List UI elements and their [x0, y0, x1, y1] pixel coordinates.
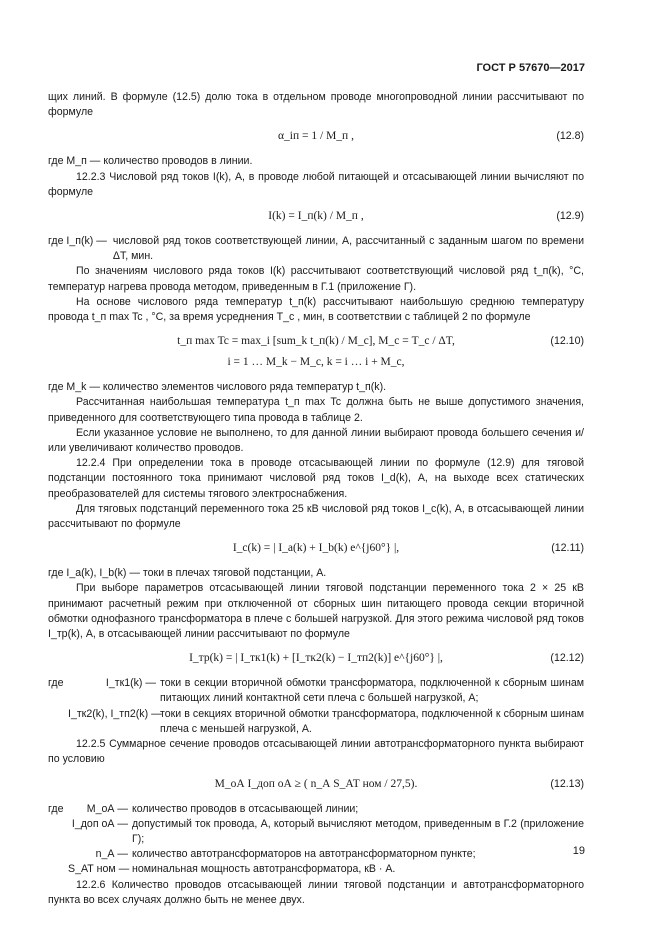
formula: M_оА I_доп оА ≥ ( n_А S_АТ ном / 27,5). — [214, 777, 418, 790]
equation-12-10-ranges — [48, 355, 584, 371]
equation-number: (12.11) — [551, 542, 584, 555]
formula: i = 1 … M_k − M_c, k = i … i + M_c, — [227, 356, 405, 369]
definition-symbol: I_доп оА — — [71, 817, 128, 830]
definition-row — [48, 817, 584, 847]
paragraph: где M_k — количество элементов числового ряда температур t_п(k). — [48, 381, 387, 394]
equation-number: (12.9) — [556, 210, 584, 223]
paragraph: При выборе параметров отсасывающей линии тяговой подстанции переменного тока 2 × 25 кВ принимают расчетный режим при отключенной от сборных шин питающего провода секции вторичной обмотки однофазного трансформатора в плече с большей нагрузкой. Для этого режима числовой ряд токов I_тр(k), А, в отсасывающей линии рассчитывают по формуле — [48, 582, 584, 641]
definition-term: где I_п(k) — — [48, 235, 107, 248]
definition-text: номинальная мощность автотрансформатора, кВ · А. — [132, 863, 396, 876]
definition-text: токи в секции вторичной обмотки трансформатора, подключенной к сборным шинам питающих линий контактной сети плеча с большей нагрузкой, А; — [160, 677, 584, 705]
paragraph: 12.2.6 Количество проводов отсасывающей линии тяговой подстанции и автотрансформаторного пункта во всех случаях должно быть не менее двух. — [48, 878, 584, 906]
paragraph: По значениям числового ряда токов I(k) рассчитывают соответствующий числовой ряд t_п(k), °С, температур нагрева провода методом, приведенным в Г.1 (приложение Г). — [48, 265, 584, 293]
definition-row — [48, 802, 584, 817]
definition-symbol: n_А — — [95, 848, 128, 861]
definition-symbol: I_тк2(k), I_тп2(k) — — [68, 707, 162, 720]
definition-lead: где — [48, 802, 64, 815]
equation-12-13 — [48, 777, 584, 793]
equation-12-8 — [48, 129, 584, 145]
definition-text: допустимый ток провода, А, который вычисляют методом, приведенным в Г.2 (приложение Г); — [132, 817, 584, 845]
paragraph: щих линий. В формуле (12.5) долю тока в отдельном проводе многопроводной линии рассчитывают по формуле — [48, 91, 584, 119]
definition-text: количество проводов в отсасывающей линии; — [132, 802, 359, 815]
paragraph: Для тяговых подстанций переменного тока 25 кВ числовой ряд токов I_c(k), А, в отсасывающей линии рассчитывают по формуле — [48, 502, 584, 531]
formula: I_c(k) = | I_a(k) + I_b(k) e^{j60°} |, — [232, 542, 400, 555]
equation-12-11 — [48, 541, 584, 557]
formula: I_тр(k) = | I_тк1(k) + [I_тк2(k) − I_тп2(k)] e^{j60°} |, — [189, 652, 443, 665]
definition-text: количество автотрансформаторов на автотрансформаторном пункте; — [132, 848, 476, 861]
page-number: 19 — [572, 845, 585, 857]
formula: t_п max Tc = max_i [sum_k t_п(k) / M_с], M_с = T_с / ΔT, — [177, 335, 455, 348]
document-body — [48, 90, 584, 908]
document-code: ГОСТ Р 57670—2017 — [476, 62, 585, 74]
paragraph: где M_п — количество проводов в линии. — [48, 155, 253, 168]
equation-number: (12.13) — [550, 777, 584, 790]
definition-symbol: S_АТ ном — — [68, 863, 130, 876]
equation-number: (12.10) — [550, 335, 584, 348]
paragraph: Если указанное условие не выполнено, то для данной линии выбирают провода большего сечения и/или увеличивают количество проводов. — [48, 426, 584, 455]
paragraph: 12.2.4 При определении тока в проводе отсасывающей линии по формуле (12.9) для тяговой подстанции постоянного тока принимают числовой ряд токов I_d(k), А, на выходе всех статических преобразователей для системы тягового электроснабжения. — [48, 457, 584, 500]
definition-text: токи в секциях вторичной обмотки трансформатора, подключенной к сборным шинам плеча с меньшей нагрузкой, А. — [160, 707, 584, 735]
equation-12-12 — [48, 651, 584, 667]
definition-symbol: M_оА — — [86, 802, 128, 815]
equation-number: (12.12) — [550, 652, 584, 665]
equation-12-10 — [48, 334, 584, 350]
paragraph: где I_a(k), I_b(k) — токи в плечах тяговой подстанции, А. — [48, 567, 327, 580]
formula: I(k) = I_п(k) / M_п , — [268, 210, 364, 223]
paragraph: Рассчитанная наибольшая температура t_п max Tc должна быть не выше допустимого значения, приведенного для соответствующего типа провода в таблице 2. — [48, 396, 584, 424]
equation-number: (12.8) — [556, 130, 584, 143]
paragraph: На основе числового ряда температур t_п(k) рассчитывают наибольшую среднюю температуру провода t_п max Tc , °С, за время усреднения T_с , мин, в соответствии с таблицей 2 по формуле — [48, 295, 584, 324]
definition-symbol: I_тк1(k) — — [105, 677, 156, 690]
definition-row — [48, 676, 584, 706]
definition-row — [48, 707, 584, 737]
definition-row — [48, 847, 584, 862]
equation-12-9 — [48, 209, 584, 225]
definition-row — [48, 862, 584, 877]
definition-lead: где — [48, 677, 64, 690]
paragraph: 12.2.5 Суммарное сечение проводов отсасывающей линии автотрансформаторного пункта выбирают по условию — [48, 738, 584, 766]
paragraph: 12.2.3 Числовой ряд токов I(k), А, в проводе любой питающей и отсасывающей линии вычисляют по формуле — [48, 170, 584, 198]
definition-row — [48, 234, 584, 264]
definition-text: числовой ряд токов соответствующей линии, А, рассчитанный с заданным шагом по времени ΔT, мин. — [112, 235, 584, 263]
formula: α_іп = 1 / M_п , — [278, 130, 354, 143]
